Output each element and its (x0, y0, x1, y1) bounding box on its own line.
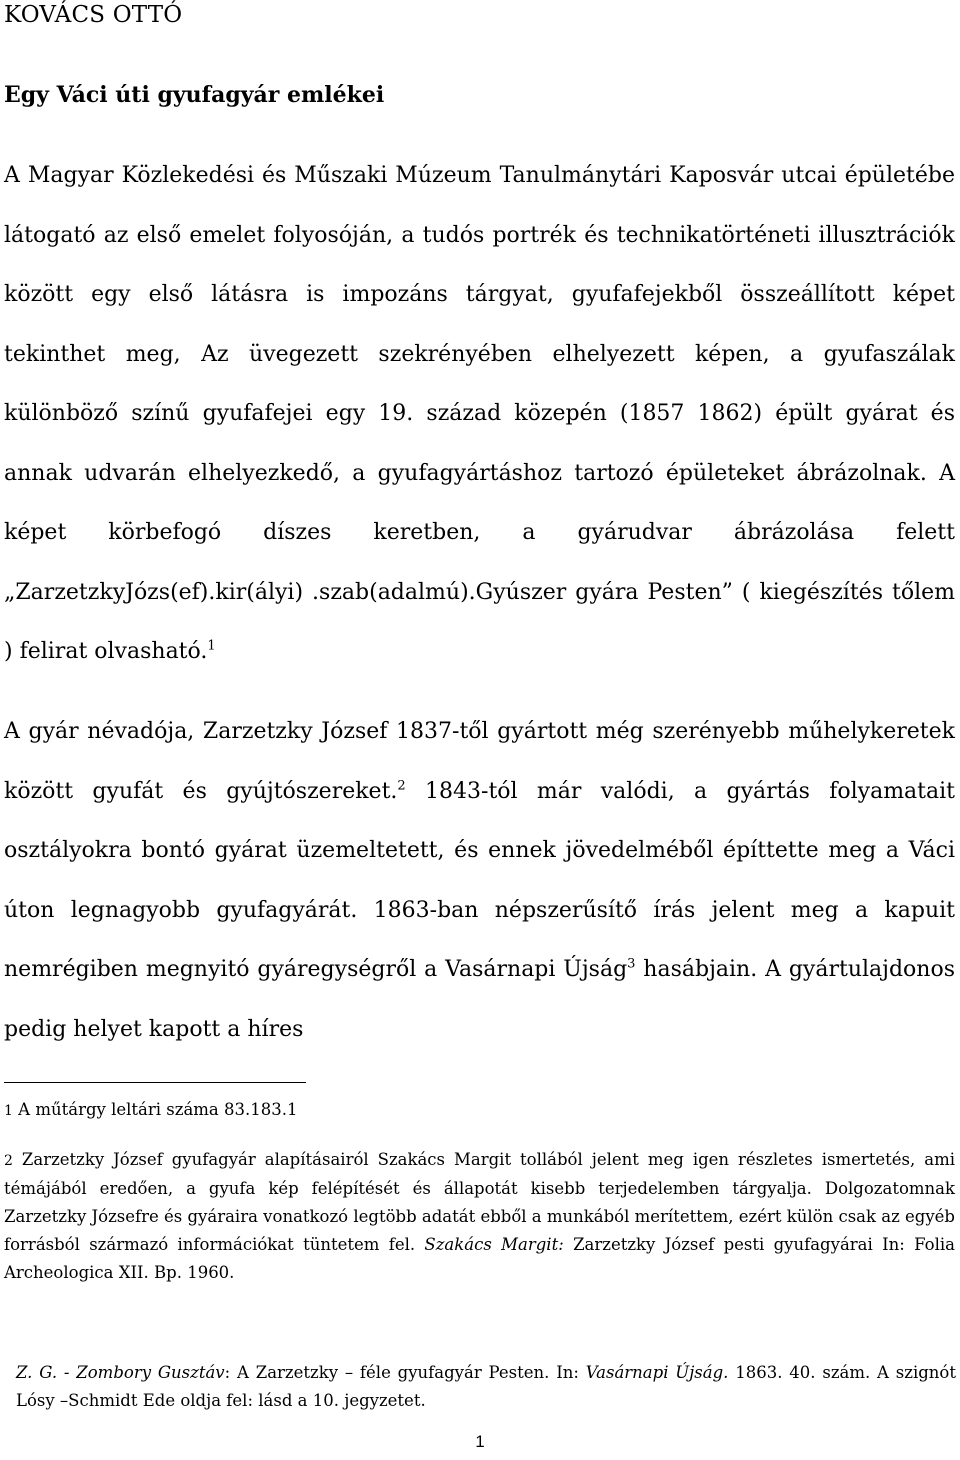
footnote-3-text-b: 1863. 40. szám. A szignót Lósy –Schmidt Ede oldja fel: lásd a 10. jegyzetet. (16, 1363, 956, 1410)
footnote-ref-1: 1 (207, 638, 216, 654)
footnote-2-text-a: Zarzetzky József gyufagyár alapításairól Szakács Margit tollából jelent meg igen részletes ismertetés, ami témájából eredően, a gyufa kép felépítését és állapotát kisebb terjedelemben tárgyalja. Dolgozatomnak Zarzetzky Józsefre és gyáraira vonatkozó legtöbb adatát ebből a munkából merítettem, ezért külön csak az egyéb forrásból származó információkat tüntetem fel. (4, 1150, 955, 1254)
author-name: KOVÁCS OTTÓ (4, 2, 183, 28)
paragraph-history-text-a: A gyár névadója, Zarzetzky József 1837-től gyártott még szerényebb műhelykeretek között gyufát és gyújtószereket. (4, 719, 955, 804)
footnote-separator (4, 1082, 306, 1083)
footnote-1-text: A műtárgy leltári száma 83.183.1 (12, 1100, 298, 1119)
footnote-2 (4, 1146, 955, 1287)
page-number: 1 (475, 1432, 485, 1451)
footnote-3-text-a: : A Zarzetzky – féle gyufagyár Pesten. In: (224, 1363, 586, 1382)
footnote-1-number: 1 (4, 1103, 13, 1119)
footnote-3-journal: Vasárnapi Újság. (585, 1363, 729, 1382)
paragraph-intro (4, 146, 955, 682)
footnote-3-author: Z. G. - Zombory Gusztáv (16, 1363, 225, 1382)
paragraph-intro-text: A Magyar Közlekedési és Műszaki Múzeum Tanulmánytári Kaposvár utcai épületébe látogató az első emelet folyosóján, a tudós portrék és technikatörténeti illusztrációk között egy első látásra is impozáns tárgyat, gyufafejekből összeállított képet tekinthet meg, Az üvegezett szekrényében elhelyezett képen, a gyufaszálak különböző színű gyufafejei egy 19. század közepén (1857 1862) épült gyárat és annak udvarán elhelyezkedő, a gyufagyártáshoz tartozó épületeket ábrázolnak. A képet körbefogó díszes keretben, a gyárudvar ábrázolása felett „ZarzetzkyJózs(ef).kir(ályi) .szab(adalmú).Gyúszer gyára Pesten” ( kiegészítés tőlem ) felirat olvasható. (4, 163, 955, 664)
article-title: Egy Váci úti gyufagyár emlékei (4, 82, 385, 108)
footnote-3 (16, 1359, 956, 1415)
paragraph-history-text-b: 1843-tól már valódi, a gyártás folyamatait osztályokra bontó gyárat üzemeltetett, és ennek jövedelméből építtette meg a Váci úton legnagyobb gyufagyárát. 1863-ban népszerűsítő írás jelent meg a kapuit nemrégiben megnyitó gyáregységről a Vasárnapi Újság (4, 778, 955, 982)
footnote-2-number: 2 (4, 1153, 13, 1169)
footnote-ref-3: 3 (627, 956, 636, 972)
footnote-2-author: Szakács Margit: (424, 1235, 564, 1254)
footnote-1 (4, 1096, 955, 1125)
paragraph-history-text-c: hasábjain. A gyártulajdonos pedig helyet kapott a híres (4, 957, 955, 1042)
footnote-2-text-b: Zarzetzky József pesti gyufagyárai In: Folia Archeologica XII. Bp. 1960. (4, 1235, 955, 1282)
paragraph-history (4, 702, 955, 1059)
footnote-ref-2: 2 (397, 778, 406, 794)
